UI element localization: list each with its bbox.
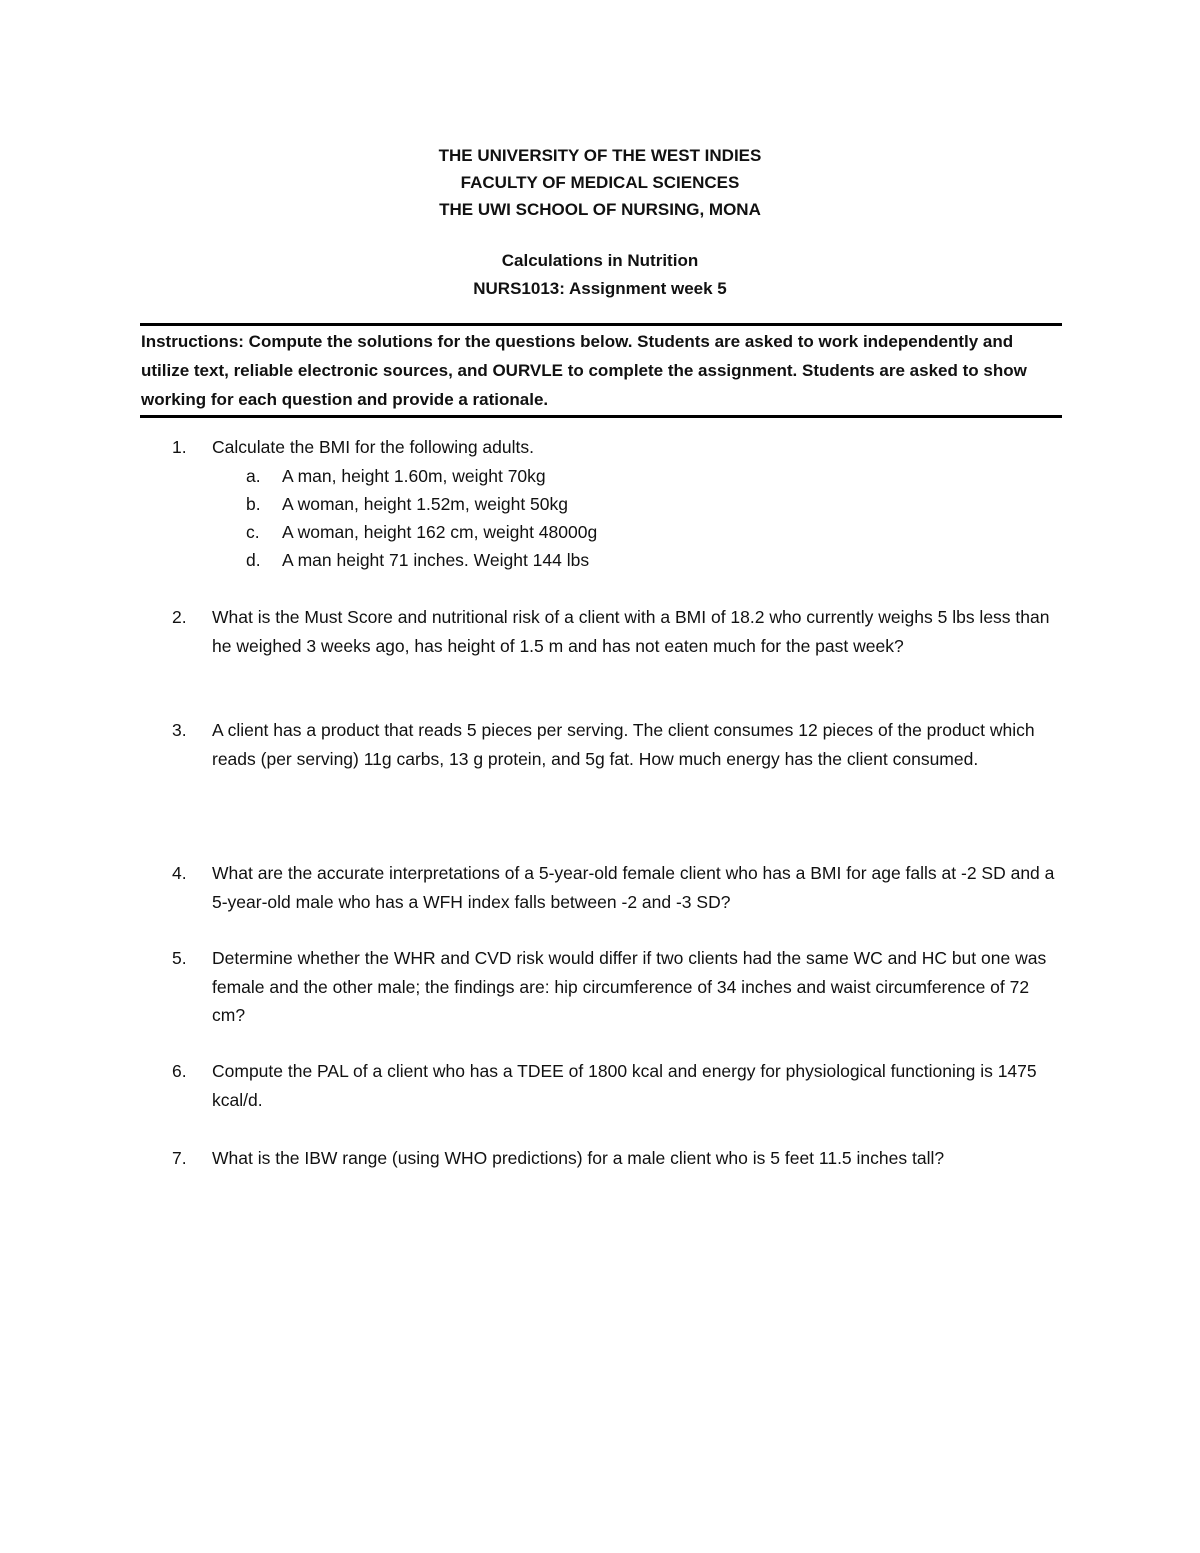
- subitem-text: A woman, height 1.52m, weight 50kg: [282, 494, 569, 514]
- question-text: What are the accurate interpretations of a 5-year-old female client who has a BMI for age falls at -2 SD and a 5-year-old male who has a WFH index falls between -2 and -3 SD?: [212, 863, 1055, 912]
- subitem-letter: c.: [246, 522, 260, 542]
- course-assignment: NURS1013: Assignment week 5: [473, 279, 727, 298]
- school-name: THE UWI SCHOOL OF NURSING, MONA: [439, 200, 761, 219]
- subitem-text: A woman, height 162 cm, weight 48000g: [282, 522, 598, 542]
- faculty-name: FACULTY OF MEDICAL SCIENCES: [460, 173, 740, 192]
- university-name: THE UNIVERSITY OF THE WEST INDIES: [438, 146, 762, 165]
- question-text: Determine whether the WHR and CVD risk would differ if two clients had the same WC and HC but one was female and the other male; the findings are: hip circumference of 34 inches and waist circumference of 72 cm?: [212, 948, 1047, 1025]
- question-text: What is the IBW range (using WHO predictions) for a male client who is 5 feet 11.5 inches tall?: [212, 1148, 945, 1168]
- divider-top: [140, 323, 1062, 326]
- question-text: What is the Must Score and nutritional risk of a client with a BMI of 18.2 who currently weighs 5 lbs less than he weighed 3 weeks ago, has height of 1.5 m and has not eaten much for the past week?: [212, 607, 1050, 656]
- question-number: 7.: [172, 1148, 187, 1168]
- subitem-text: A man height 71 inches. Weight 144 lbs: [282, 550, 590, 570]
- question-number: 2.: [172, 607, 187, 627]
- question-number: 4.: [172, 863, 187, 883]
- question-number: 5.: [172, 948, 187, 968]
- question-number: 3.: [172, 720, 187, 740]
- question-text: Compute the PAL of a client who has a TDEE of 1800 kcal and energy for physiological functioning is 1475 kcal/d.: [212, 1061, 1037, 1110]
- question-text: Calculate the BMI for the following adults.: [212, 437, 534, 457]
- subitem-letter: b.: [246, 494, 261, 514]
- subitem-letter: d.: [246, 550, 261, 570]
- subitem-letter: a.: [246, 466, 261, 486]
- instructions: Instructions: Compute the solutions for the questions below. Students are asked to work independently and utilize text, reliable electronic sources, and OURVLE to complete the assignment. Students are asked to show working for each question and provide a rationale.: [141, 332, 1027, 409]
- document-title: Calculations in Nutrition: [501, 251, 699, 270]
- subitem-text: A man, height 1.60m, weight 70kg: [282, 466, 546, 486]
- question-number: 1.: [172, 437, 187, 457]
- divider-bottom: [140, 415, 1062, 418]
- question-number: 6.: [172, 1061, 187, 1081]
- question-text: A client has a product that reads 5 pieces per serving. The client consumes 12 pieces of the product which reads (per serving) 11g carbs, 13 g protein, and 5g fat. How much energy has the client consumed.: [212, 720, 1035, 769]
